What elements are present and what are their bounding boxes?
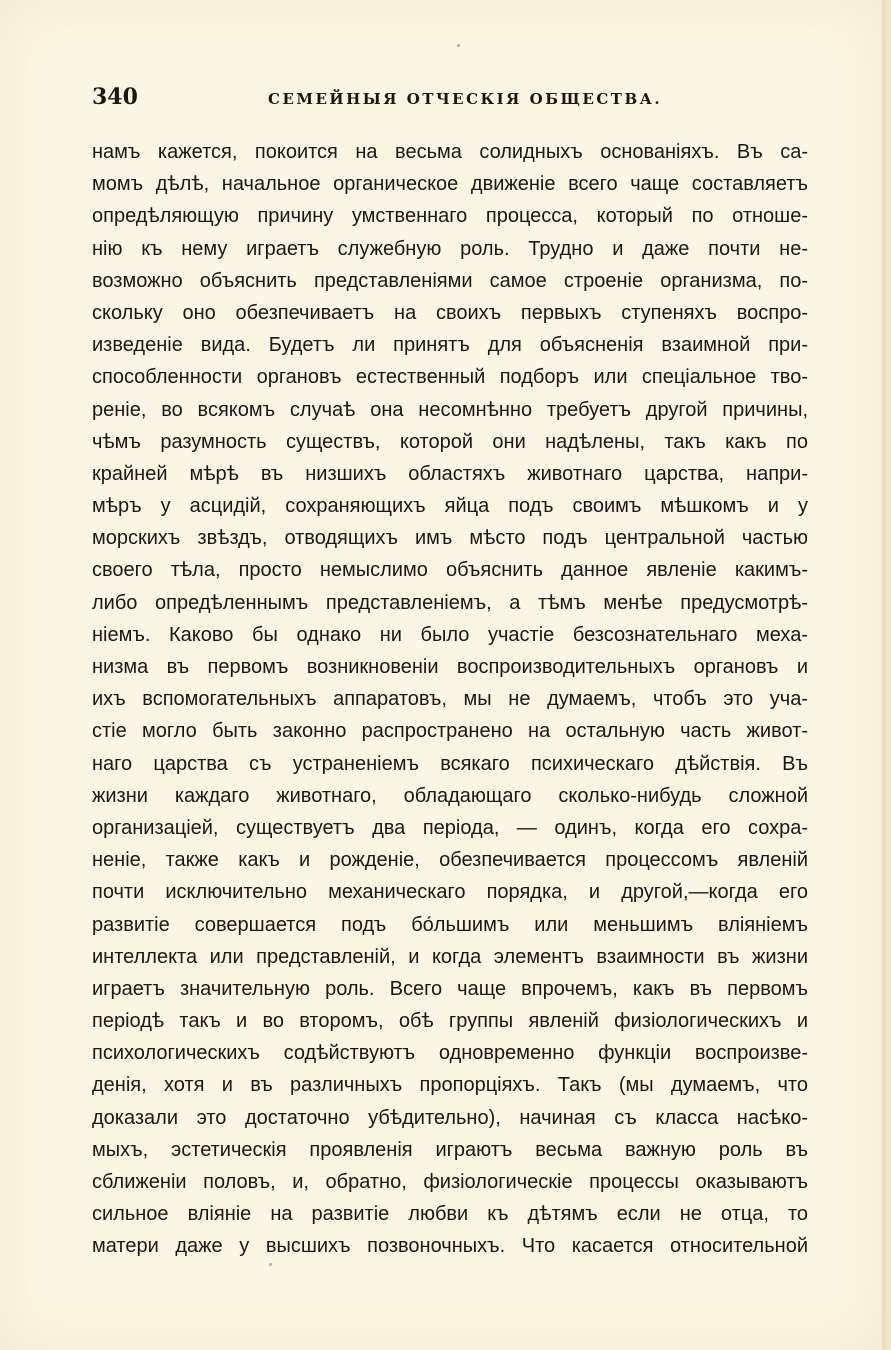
text-line: стіе могло быть законно распространено на остальную часть живот- — [92, 720, 808, 743]
text-line: мыхъ, эстетическія проявленія играютъ весьма важную роль въ — [92, 1138, 808, 1161]
text-line: играетъ значительную роль. Всего чаще впрочемъ, какъ въ первомъ — [92, 977, 808, 1000]
page-number: 340 — [92, 84, 138, 110]
text-line: періодѣ такъ и во второмъ, обѣ группы явленій физіологическихъ и — [92, 1010, 808, 1033]
text-line: либо опредѣленнымъ представленіемъ, а тѣмъ менѣе предусмотрѣ- — [92, 591, 808, 614]
text-line: мѣръ у асцидій, сохраняющихъ яйца подъ своимъ мѣшкомъ и у — [92, 495, 808, 518]
text-line: нію къ нему играетъ служебную роль. Трудно и даже почти не- — [92, 237, 808, 260]
text-line: интеллекта или представленій, и когда элементъ взаимности въ жизни — [92, 945, 808, 968]
text-line: своего тѣла, просто немыслимо объяснить данное явленіе какимъ- — [92, 559, 808, 582]
text-line: матери даже у высшихъ позвоночныхъ. Что касается относительной — [92, 1235, 808, 1258]
text-line: психологическихъ содѣйствуютъ одновременно функціи воспроизве- — [92, 1042, 808, 1065]
text-line: низма въ первомъ возникновеніи воспроизводительныхъ органовъ и — [92, 656, 808, 678]
text-line: развитіе совершается подъ бо́льшимъ или меньшимъ вліяніемъ — [92, 913, 808, 936]
text-line: жизни каждаго животнаго, обладающаго сколько-нибудь сложной — [92, 784, 808, 807]
text-line: денія, хотя и въ различныхъ пропорціяхъ. Такъ (мы думаемъ, что — [92, 1074, 808, 1097]
text-line: неніе, также какъ и рожденіе, обезпечивается процессомъ явленій — [92, 849, 808, 872]
paper-speck — [269, 1263, 272, 1266]
text-line: реніе, во всякомъ случаѣ она несомнѣнно требуетъ другой причины, — [92, 398, 808, 421]
text-line: способленности органовъ естественный подборъ или спеціальное тво- — [92, 366, 808, 389]
text-line: почти исключительно механическаго порядка, и другой,—когда его — [92, 881, 808, 904]
running-title: СЕМЕЙНЫЯ ОТЧЕСКІЯ ОБЩЕСТВА. — [268, 90, 663, 108]
text-line: опредѣляющую причину умственнаго процесса, который по отноше- — [92, 205, 808, 228]
text-line: крайней мѣрѣ въ низшихъ областяхъ животнаго царства, напри- — [92, 462, 808, 485]
body-text — [92, 136, 808, 1263]
text-line: скольку оно обезпечиваетъ на своихъ первыхъ ступеняхъ воспро- — [92, 301, 808, 324]
text-line: ніемъ. Каково бы однако ни было участіе безсознательнаго меха- — [92, 623, 808, 646]
text-line: сильное вліяніе на развитіе любви къ дѣтямъ если не отца, то — [92, 1203, 808, 1226]
text-line: момъ дѣлѣ, начальное органическое движеніе всего чаще составляетъ — [92, 173, 808, 196]
text-line: намъ кажется, покоится на весьма солидныхъ основаніяхъ. Въ са- — [92, 141, 808, 163]
page-edge — [882, 0, 891, 1350]
text-line: организаціей, существуетъ два періода, — одинъ, когда его сохра- — [92, 816, 808, 839]
text-line: чѣмъ разумность существъ, которой они надѣлены, такъ какъ по — [92, 430, 808, 453]
text-line: изведеніе вида. Будетъ ли принятъ для объясненія взаимной при- — [92, 334, 808, 357]
text-line: ихъ вспомогательныхъ аппаратовъ, мы не думаемъ, чтобъ это уча- — [92, 688, 808, 711]
text-line: возможно объяснить представленіями самое строеніе организма, по- — [92, 269, 808, 292]
paper-speck — [457, 44, 460, 47]
text-line: наго царства съ устраненіемъ всякаго психическаго дѣйствія. Въ — [92, 752, 808, 775]
text-line: доказали это достаточно убѣдительно), начиная съ класса насѣко- — [92, 1106, 808, 1129]
text-line: сближеніи половъ, и, обратно, физіологическіе процессы оказываютъ — [92, 1171, 808, 1193]
running-head — [92, 84, 808, 114]
text-line: морскихъ звѣздъ, отводящихъ имъ мѣсто подъ центральной частью — [92, 527, 808, 550]
